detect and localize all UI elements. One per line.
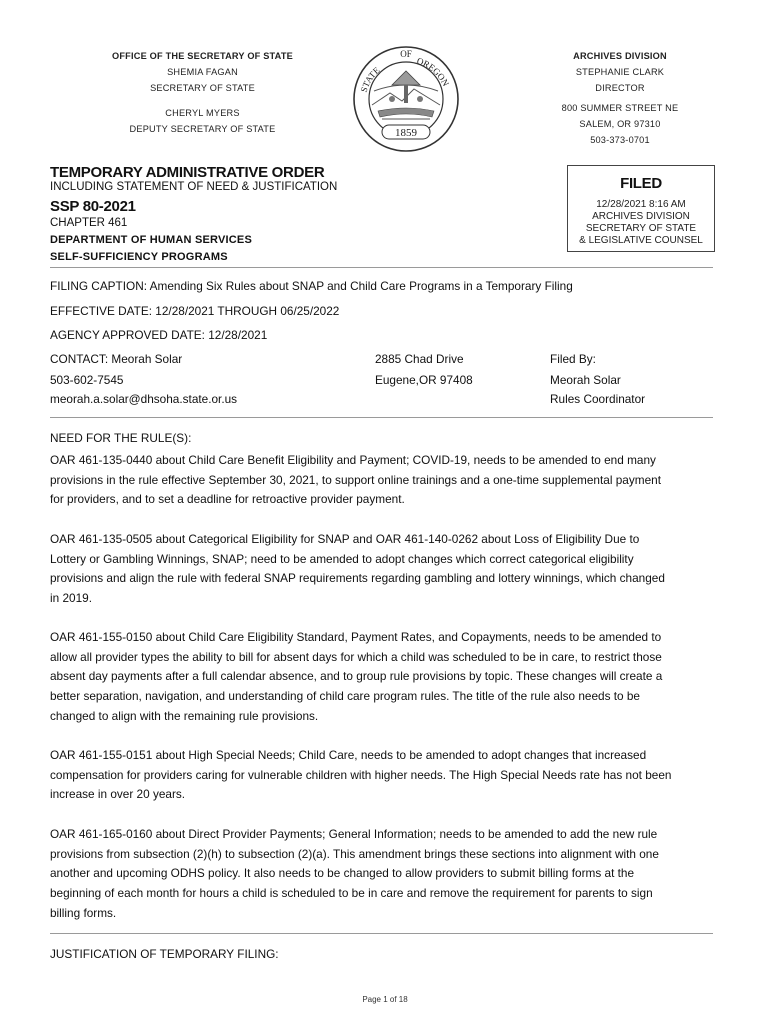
seal-right-text — [416, 56, 452, 89]
contact-email[interactable]: meorah.a.solar@dhsoha.state.or.us — [50, 392, 238, 406]
section-divider — [50, 267, 713, 268]
filed-by-title: Rules Coordinator — [550, 392, 646, 406]
paragraph-line: OAR 461-155-0151 about High Special Needs; Child Care, needs to be amended to adopt changes that increased — [50, 748, 647, 762]
filed-stamp — [567, 165, 715, 252]
program-name: SELF-SUFFICIENCY PROGRAMS — [50, 251, 228, 263]
seal-scene — [372, 71, 440, 119]
section-divider — [50, 933, 713, 934]
paragraph-line: OAR 461-165-0160 about Direct Provider Payments; General Information; needs to be amended to add the new rule — [50, 827, 658, 841]
address-street: 800 SUMMER STREET NE — [561, 103, 679, 113]
order-subtitle: INCLUDING STATEMENT OF NEED & JUSTIFICATION — [50, 181, 338, 193]
order-chapter: CHAPTER 461 — [50, 217, 128, 229]
seal-left-text-path: STATE — [358, 65, 382, 94]
filed-line-archives: ARCHIVES DIVISION — [592, 211, 690, 222]
address-city: SALEM, OR 97310 — [579, 119, 661, 129]
need-paragraph — [50, 451, 725, 510]
office-name: OFFICE OF THE SECRETARY OF STATE — [112, 51, 293, 61]
order-title: TEMPORARY ADMINISTRATIVE ORDER — [50, 164, 325, 181]
secretary-name: SHEMIA FAGAN — [167, 67, 238, 77]
seal-year: 1859 — [395, 127, 417, 139]
director-title: DIRECTOR — [595, 83, 645, 93]
need-paragraph — [50, 628, 725, 727]
paragraph-line: provisions from subsection (2)(h) to subsection (2)(a). This amendment brings these sections into alignment with one — [50, 846, 659, 861]
archives-division: ARCHIVES DIVISION — [573, 51, 667, 61]
filed-by-name: Meorah Solar — [550, 373, 621, 387]
contact-phone: 503-602-7545 — [50, 373, 124, 387]
archives-phone: 503-373-0701 — [590, 135, 650, 145]
paragraph-line: provisions in the rule effective September 30, 2021, to support online trainings and a one-time supplemental payment — [50, 472, 661, 487]
department-name: DEPARTMENT OF HUMAN SERVICES — [50, 234, 252, 246]
oregon-state-seal — [352, 45, 460, 153]
effective-date: EFFECTIVE DATE: 12/28/2021 THROUGH 06/25/2022 — [50, 304, 340, 318]
order-number: SSP 80-2021 — [50, 198, 136, 215]
need-paragraph — [50, 530, 725, 609]
need-paragraph — [50, 825, 725, 924]
paragraph-line: OAR 461-135-0505 about Categorical Eligibility for SNAP and OAR 461-140-0262 about Loss of Eligibility Due to — [50, 532, 640, 546]
page-number: Page 1 of 18 — [362, 995, 408, 1004]
contact-city: Eugene,OR 97408 — [375, 373, 473, 387]
filed-datetime: 12/28/2021 8:16 AM — [596, 199, 686, 210]
filed-by-label: Filed By: — [550, 352, 596, 366]
paragraph-line: another and upcoming ODHS policy. It also needs to be changed to allow providers to submit billing forms at the — [50, 866, 635, 881]
paragraph-line: changed to align with the remaining rule provisions. — [50, 708, 319, 723]
secretary-title: SECRETARY OF STATE — [150, 83, 255, 93]
contact-name: CONTACT: Meorah Solar — [50, 352, 183, 366]
filed-line-secretary: SECRETARY OF STATE — [585, 223, 697, 234]
paragraph-line: billing forms. — [50, 905, 117, 920]
deputy-title: DEPUTY SECRETARY OF STATE — [129, 124, 276, 134]
deputy-name: CHERYL MYERS — [165, 108, 240, 118]
paragraph-line: compensation for providers caring for vulnerable children with higher needs. The High Special Needs rate has not been — [50, 767, 672, 782]
paragraph-line: Lottery or Gambling Winnings, SNAP; need to be amended to adopt changes which correct categorical eligibility — [50, 551, 634, 566]
paragraph-line: OAR 461-155-0150 about Child Care Eligibility Standard, Payment Rates, and Copayments, needs to be amended to — [50, 630, 662, 644]
paragraph-line: allow all provider types the ability to bill for absent days for which a child was scheduled to be in care, to restrict those — [50, 649, 662, 664]
filed-title: FILED — [620, 175, 662, 192]
director-name: STEPHANIE CLARK — [575, 67, 665, 77]
filing-caption: FILING CAPTION: Amending Six Rules about SNAP and Child Care Programs in a Temporary Filing — [50, 279, 573, 293]
paragraph-line: beginning of each month for hours a child is scheduled to be in care and remove the requirement for parents to sign — [50, 886, 653, 901]
seal-right-text-path: OREGON — [415, 55, 451, 88]
justification-heading: JUSTIFICATION OF TEMPORARY FILING: — [50, 947, 279, 961]
paragraph-line: OAR 461-135-0440 about Child Care Benefit Eligibility and Payment; COVID-19, needs to be amended to end many — [50, 453, 656, 467]
agency-approved-date: AGENCY APPROVED DATE: 12/28/2021 — [50, 328, 268, 342]
paragraph-line: for providers, and to set a deadline for retroactive provider payment. — [50, 492, 405, 507]
need-paragraph — [50, 746, 725, 805]
paragraph-line: provisions and align the rule with federal SNAP requirements regarding gambling and lottery winnings, which changed — [50, 571, 665, 586]
paragraph-line: absent day payments after a full calendar absence, and to group rule provisions by topic. These changes will create a — [50, 669, 663, 684]
paragraph-line: increase in over 20 years. — [50, 787, 186, 802]
filed-line-counsel: & LEGISLATIVE COUNSEL — [579, 235, 703, 246]
contact-street: 2885 Chad Drive — [375, 352, 464, 366]
need-heading: NEED FOR THE RULE(S): — [50, 431, 192, 445]
section-divider — [50, 417, 713, 418]
paragraph-line: better separation, navigation, and understanding of child care program rules. The title of the rule also needs to be — [50, 689, 640, 704]
seal-top-text: OF — [400, 49, 412, 59]
paragraph-line: in 2019. — [50, 591, 92, 606]
